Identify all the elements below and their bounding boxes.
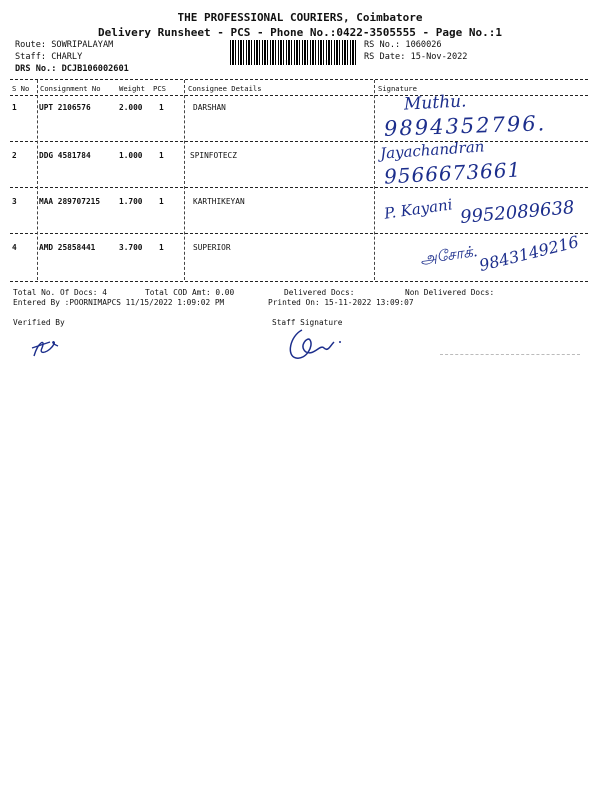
handwritten-name: P. Kayani xyxy=(383,195,454,223)
barcode-icon xyxy=(230,40,358,65)
staff-label: Staff: CHARLY xyxy=(15,52,83,62)
header-consignment: Consignment No xyxy=(40,84,101,93)
header-weight: Weight xyxy=(119,84,145,93)
handwritten-name: அசோக். xyxy=(418,242,479,268)
non-delivered-docs: Non Delivered Docs: xyxy=(405,288,495,297)
route-label: Route: SOWRIPALAYAM xyxy=(15,40,114,50)
table-row-consignment: AMD 25858441 xyxy=(39,243,96,252)
table-row-consignment: DDG 4581784 xyxy=(39,151,91,160)
table-row-sno: 1 xyxy=(12,103,17,112)
staff-signature-label: Staff Signature xyxy=(272,318,343,327)
handwritten-phone: 9952089638 xyxy=(459,197,576,228)
handwritten-name: Muthu. xyxy=(403,91,467,115)
faint-rule xyxy=(440,354,580,355)
table-row-weight: 1.000 xyxy=(119,151,143,160)
table-row-consignment: MAA 289707215 xyxy=(39,197,101,206)
total-docs: Total No. Of Docs: 4 xyxy=(13,288,107,297)
row-divider xyxy=(10,233,588,234)
column-separator xyxy=(374,80,375,280)
column-separator xyxy=(37,80,38,280)
table-row-weight: 3.700 xyxy=(119,243,143,252)
entered-by: Entered By :POORNIMAPCS 11/15/2022 1:09:02 PM xyxy=(13,298,225,307)
table-row-sno: 3 xyxy=(12,197,17,206)
column-separator xyxy=(184,80,185,280)
handwritten-name: Jayachandran xyxy=(379,137,485,163)
header-pcs: PCS xyxy=(153,84,166,93)
table-row-weight: 1.700 xyxy=(119,197,143,206)
handwritten-phone: 9894352796. xyxy=(383,111,547,141)
row-divider xyxy=(10,141,588,142)
document-subtitle: Delivery Runsheet - PCS - Phone No.:0422-3505555 - Page No.:1 xyxy=(98,26,502,39)
table-row-consignee: SPINFOTECZ xyxy=(190,151,237,160)
table-row-weight: 2.000 xyxy=(119,103,143,112)
table-row-sno: 4 xyxy=(12,243,17,252)
table-row-pcs: 1 xyxy=(159,103,164,112)
handwritten-phone: 9566673661 xyxy=(383,157,522,189)
staff-signature-scribble xyxy=(284,322,354,364)
table-top-rule xyxy=(10,79,588,80)
delivered-docs: Delivered Docs: xyxy=(284,288,355,297)
drs-number: DRS No.: DCJB106002601 xyxy=(15,64,129,74)
header-consignee: Consignee Details xyxy=(188,84,262,93)
document-title: THE PROFESSIONAL COURIERS, Coimbatore xyxy=(177,11,423,24)
header-signature: Signature xyxy=(378,84,417,93)
table-row-pcs: 1 xyxy=(159,243,164,252)
handwritten-phone: 9843149216 xyxy=(477,231,581,276)
table-row-pcs: 1 xyxy=(159,197,164,206)
table-row-consignment: UPT 2106576 xyxy=(39,103,91,112)
header-sno: S No xyxy=(12,84,30,93)
table-row-consignee: KARTHIKEYAN xyxy=(193,197,245,206)
rs-number: RS No.: 1060026 xyxy=(364,40,442,50)
total-cod: Total COD Amt: 0.00 xyxy=(145,288,235,297)
table-row-pcs: 1 xyxy=(159,151,164,160)
table-row-consignee: DARSHAN xyxy=(193,103,226,112)
verified-signature-scribble xyxy=(28,332,64,362)
table-bottom-rule xyxy=(10,281,588,282)
row-divider xyxy=(10,187,588,188)
table-header-rule xyxy=(10,95,588,96)
verified-by-label: Verified By xyxy=(13,318,65,327)
table-row-consignee: SUPERIOR xyxy=(193,243,231,252)
rs-date: RS Date: 15-Nov-2022 xyxy=(364,52,468,62)
table-row-sno: 2 xyxy=(12,151,17,160)
printed-on: Printed On: 15-11-2022 13:09:07 xyxy=(268,298,414,307)
